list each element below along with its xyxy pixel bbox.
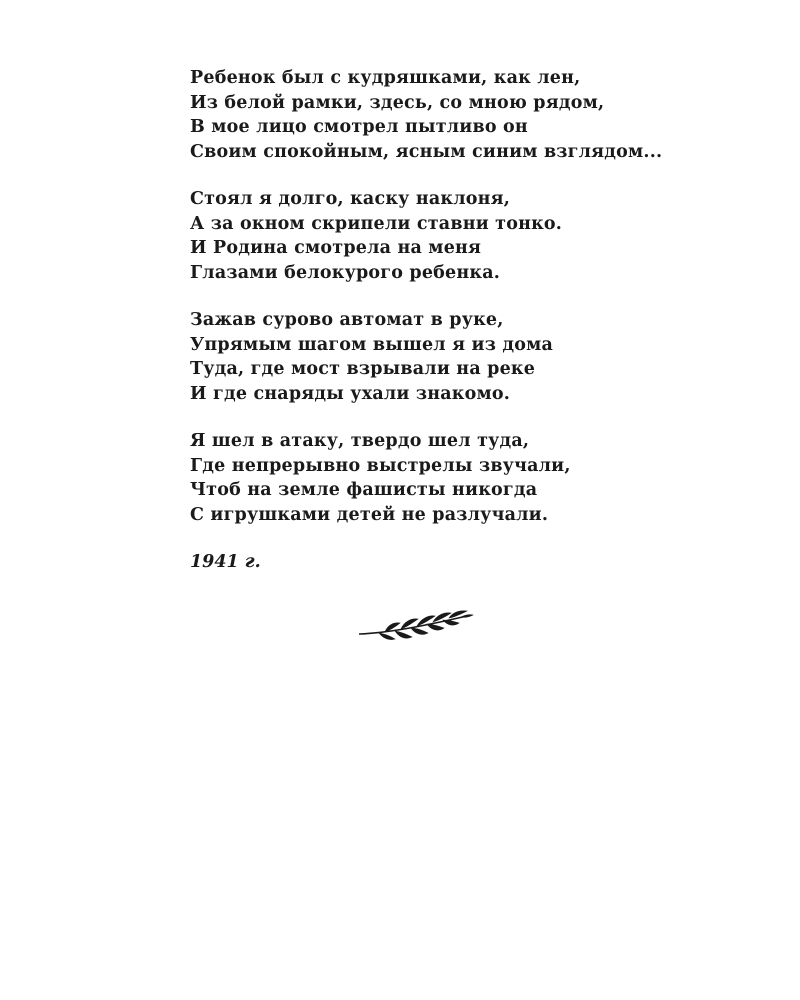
poem-line: Ребенок был с кудряшками, как лен, [190, 68, 581, 88]
poem-line: А за окном скрипели ставни тонко. [190, 213, 563, 234]
poem-line: С игрушками детей не разлучали. [190, 504, 549, 525]
poem [190, 66, 770, 574]
poem-line: Чтоб на земле фашисты никогда [190, 480, 538, 500]
laurel-branch-icon [355, 606, 475, 650]
poem-line: И Родина смотрела на меня [190, 238, 482, 258]
poem-line: Своим спокойным, ясным синим взглядом... [190, 141, 663, 162]
poem-line: В мое лицо смотрел пытливо он [190, 117, 528, 137]
poem-line: И где снаряды ухали знакомо. [190, 383, 511, 404]
poem-line: Где непрерывно выстрелы звучали, [190, 455, 571, 476]
poem-line: Туда, где мост взрывали на реке [190, 359, 536, 379]
poem-line: Из белой рамки, здесь, со мною рядом, [190, 92, 605, 113]
poem-line: Я шел в атаку, твердо шел туда, [190, 431, 530, 451]
poem-line: Зажав сурово автомат в руке, [190, 310, 504, 330]
poem-date: 1941 г. [190, 552, 261, 572]
stanza-2 [190, 187, 770, 285]
poem-line: Глазами белокурого ребенка. [190, 262, 501, 283]
stanza-1 [190, 66, 770, 164]
poem-line: Упрямым шагом вышел я из дома [190, 334, 554, 355]
stanza-3 [190, 308, 770, 406]
poem-line: Стоял я долго, каску наклоня, [190, 189, 511, 209]
stanza-4 [190, 429, 770, 527]
